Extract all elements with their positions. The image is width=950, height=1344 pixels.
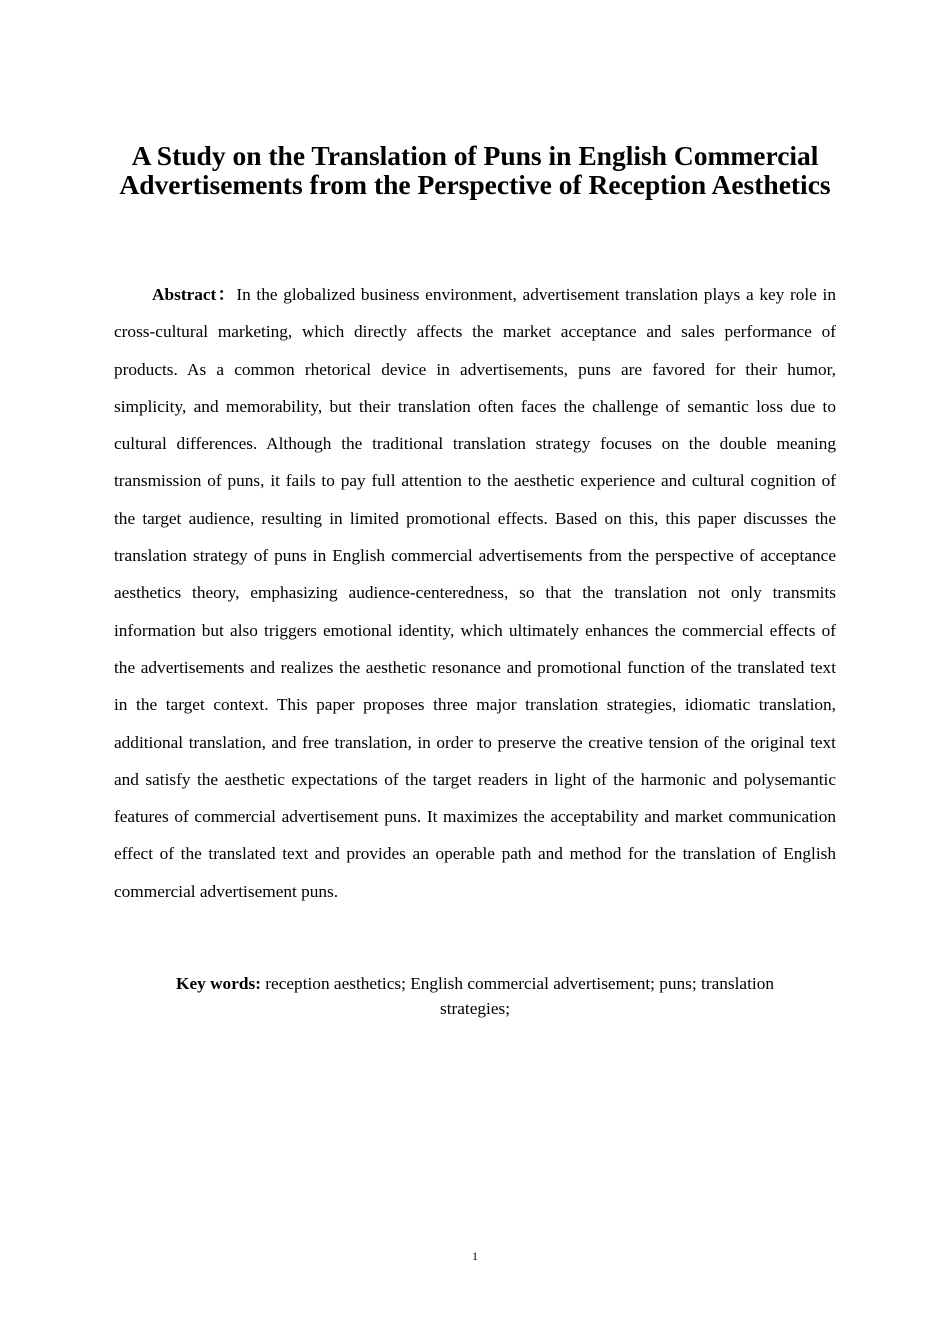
keywords-text: reception aesthetics; English commercial advertisement; puns; translation strategies; bbox=[265, 974, 774, 1018]
keywords-paragraph bbox=[150, 971, 800, 1021]
page-number: 1 bbox=[472, 1249, 478, 1263]
abstract-paragraph bbox=[114, 276, 836, 910]
keywords-label: Key words: bbox=[176, 974, 261, 993]
abstract-text: In the globalized business environment, advertisement translation plays a key role in cross-cultural marketing, which directly affects the market acceptance and sales performance of products. As a common rhetorical device in advertisements, puns are favored for their humor, simplicity, and memorability, but their translation often faces the challenge of semantic loss due to cultural differences. Although the traditional translation strategy focuses on the double meaning transmission of puns, it fails to pay full attention to the aesthetic experience and cultural cognition of the target audience, resulting in limited promotional effects. Based on this, this paper discusses the translation strategy of puns in English commercial advertisements from the perspective of acceptance aesthetics theory, emphasizing audience-centeredness, so that the translation not only transmits information but also triggers emotional identity, which ultimately enhances the commercial effects of the advertisements and realizes the aesthetic resonance and promotional function of the translated text in the target context. This paper proposes three major translation strategies, idiomatic translation, additional translation, and free translation, in order to preserve the creative tension of the original text and satisfy the aesthetic expectations of the target readers in light of the harmonic and polysemantic features of commercial advertisement puns. It maximizes the acceptability and market communication effect of the translated text and provides an operable path and method for the translation of English commercial advertisement puns. bbox=[114, 285, 836, 901]
paper-title: A Study on the Translation of Puns in English Commercial Advertisements from the Perspective of Reception Aesthetics bbox=[119, 140, 831, 200]
abstract-label: Abstract： bbox=[152, 285, 237, 304]
